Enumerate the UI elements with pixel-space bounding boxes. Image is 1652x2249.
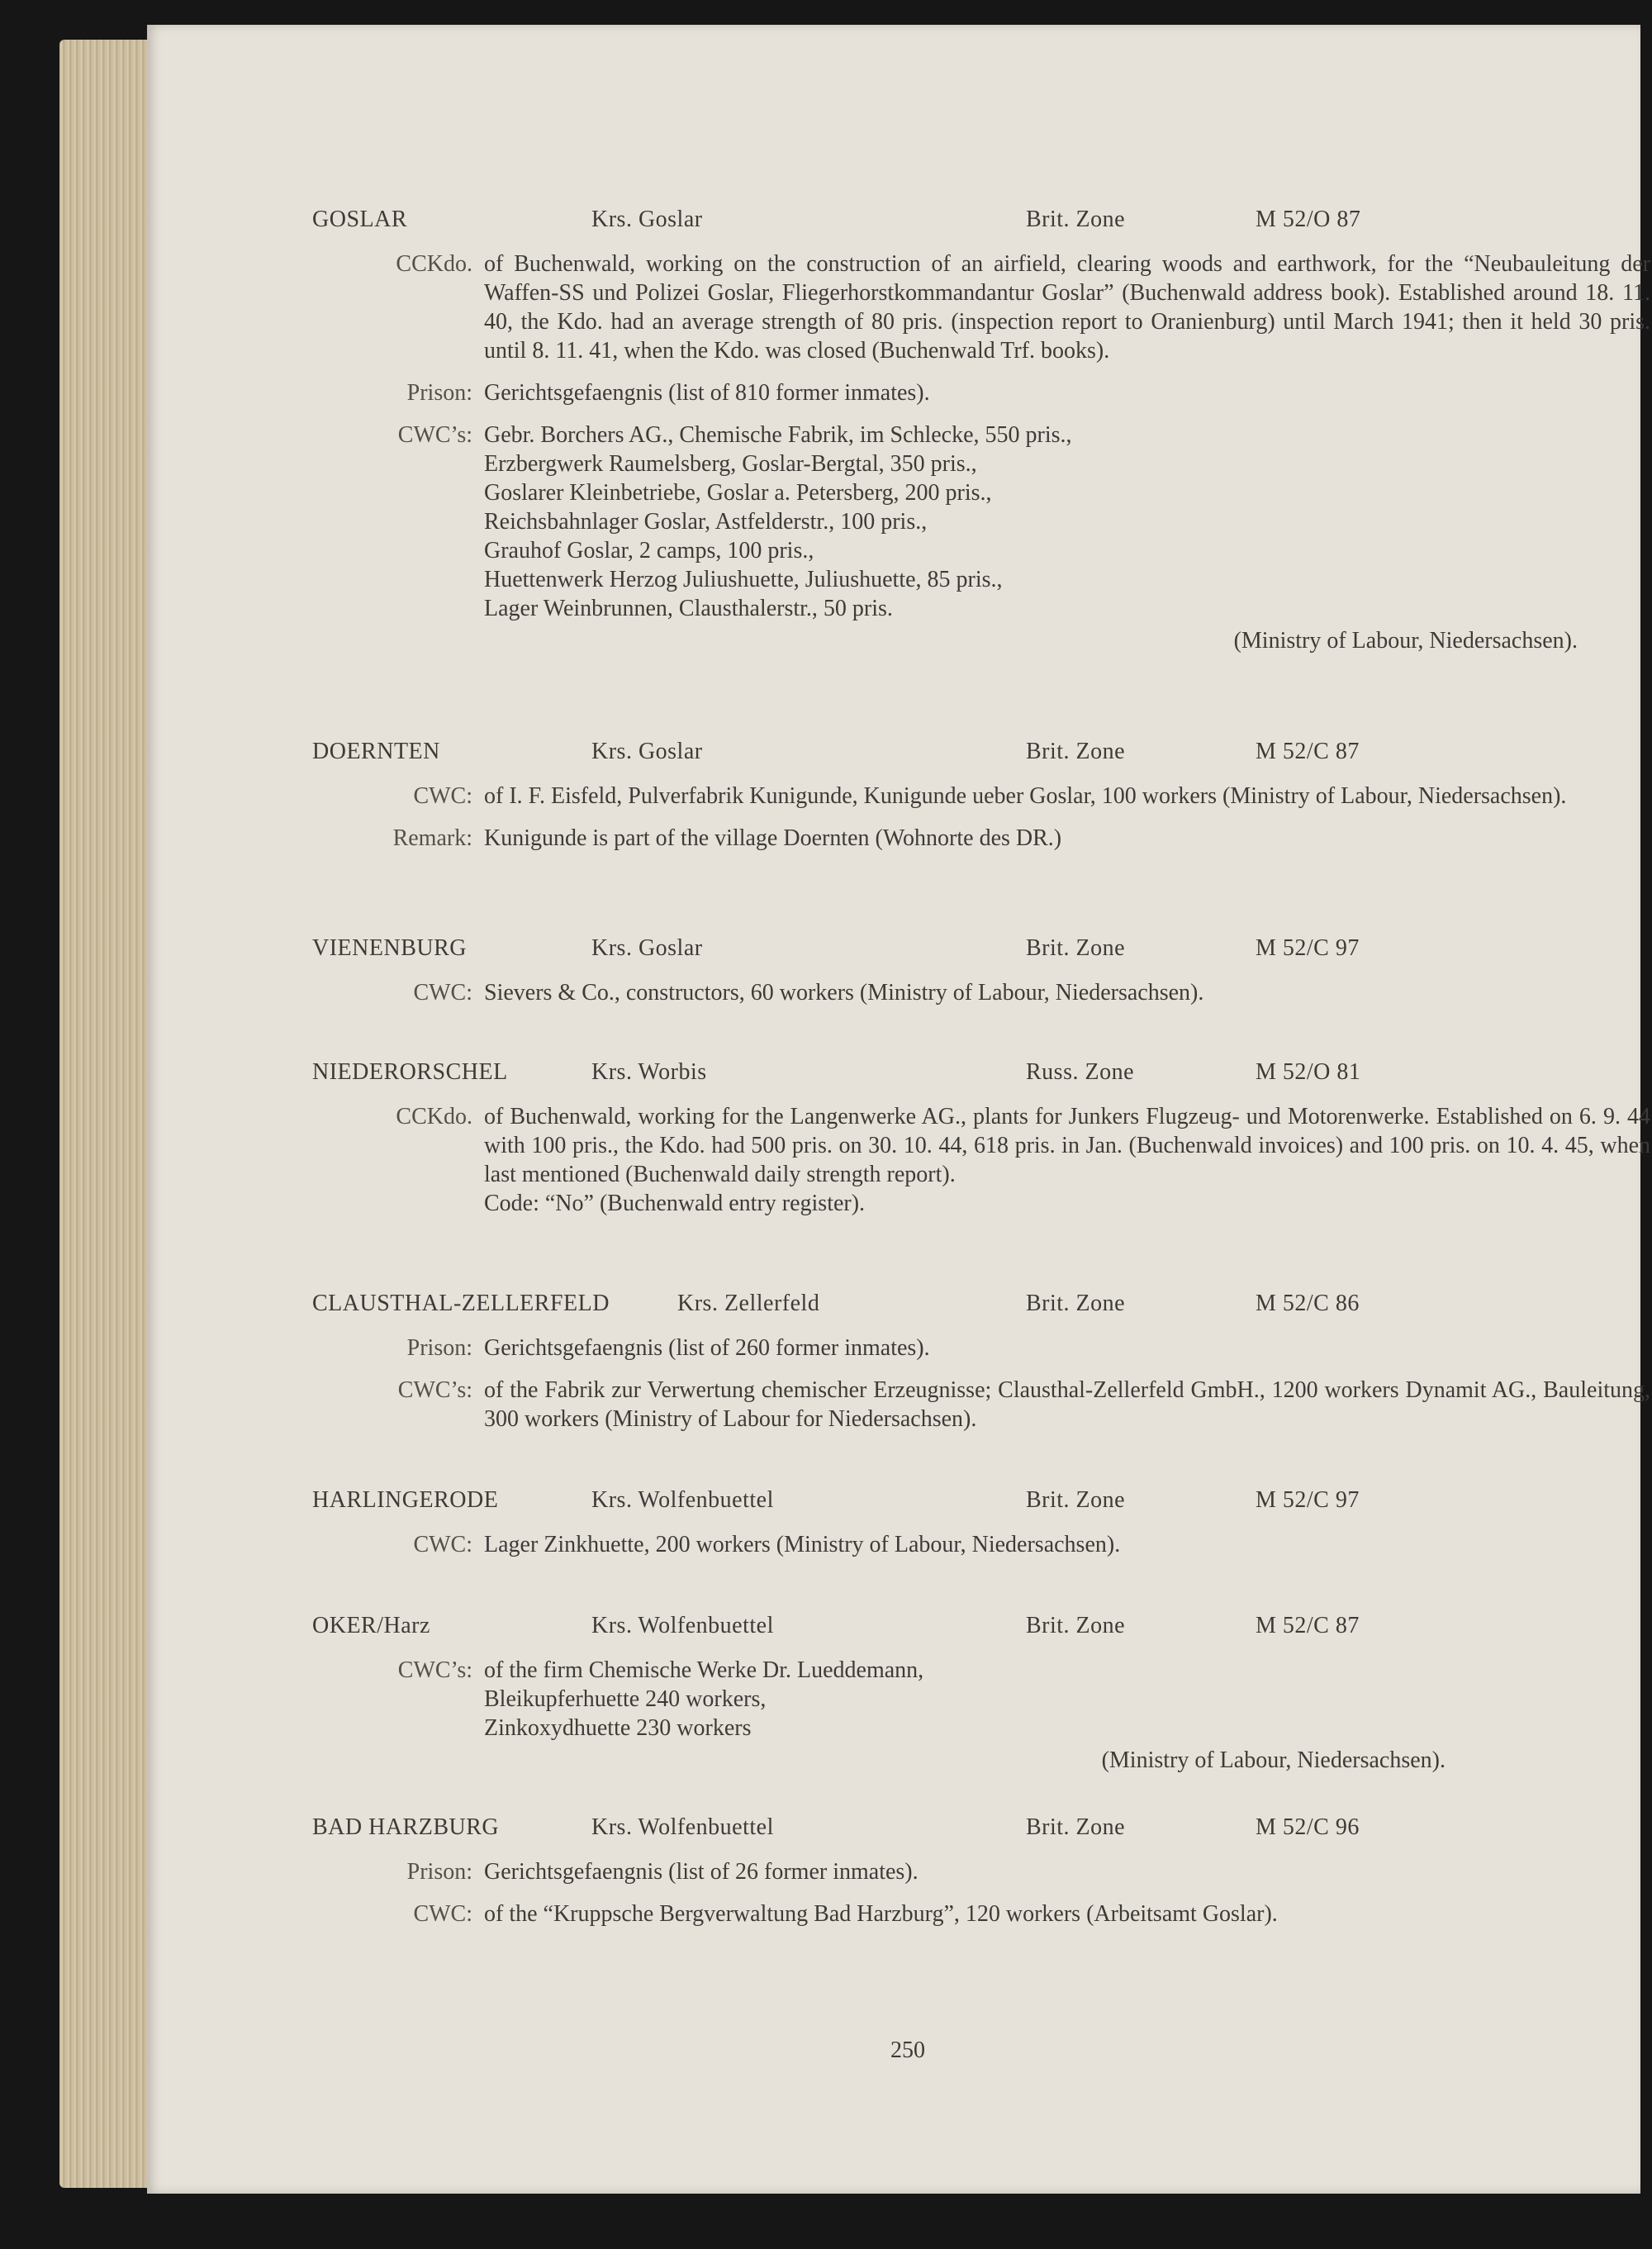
list-item: Grauhof Goslar, 2 camps, 100 pris., — [484, 538, 814, 563]
map-reference: M 52/C 87 — [1256, 739, 1360, 764]
section-text: of the “Kruppsche Bergverwaltung Bad Harzburg”, 120 workers (Arbeitsamt Goslar). — [484, 1901, 1278, 1927]
place-name: HARLINGERODE — [312, 1487, 499, 1513]
zone: Russ. Zone — [1026, 1059, 1134, 1085]
page-content — [147, 25, 1650, 2194]
entry-header — [312, 1487, 1650, 1525]
page-edges — [59, 40, 157, 2188]
section-cwcs — [312, 1656, 1650, 1743]
section-label: CWC: — [413, 783, 472, 809]
entry-header — [312, 935, 1650, 973]
section-text: Gerichtsgefaengnis (list of 26 former inmates). — [484, 1859, 919, 1885]
district: Krs. Goslar — [591, 935, 703, 961]
zone: Brit. Zone — [1026, 1291, 1126, 1316]
entry-goslar — [312, 207, 1650, 654]
section-remark — [312, 824, 1650, 853]
map-reference: M 52/C 87 — [1256, 1613, 1360, 1638]
section-text: Gerichtsgefaengnis (list of 810 former inmates). — [484, 380, 930, 406]
section-cwc — [312, 978, 1650, 1007]
map-reference: M 52/C 97 — [1256, 1487, 1360, 1513]
section-cckdo — [312, 250, 1650, 365]
entry-clausthal-zellerfeld — [312, 1291, 1650, 1434]
section-cwc — [312, 1530, 1650, 1559]
list-item: Bleikupferhuette 240 workers, — [484, 1686, 767, 1712]
section-text: Gerichtsgefaengnis (list of 260 former inmates). — [484, 1335, 930, 1361]
section-prison — [312, 378, 1650, 407]
map-reference: M 52/C 86 — [1256, 1291, 1360, 1316]
section-label: CWC’s: — [397, 1657, 472, 1683]
entry-bad-harzburg — [312, 1814, 1650, 1928]
zone: Brit. Zone — [1026, 1487, 1126, 1513]
section-prison — [312, 1857, 1650, 1886]
list-item: Reichsbahnlager Goslar, Astfelderstr., 100 pris., — [484, 509, 928, 535]
zone: Brit. Zone — [1026, 935, 1126, 961]
zone: Brit. Zone — [1026, 1814, 1126, 1840]
place-name: VIENENBURG — [312, 935, 467, 961]
district: Krs. Wolfenbuettel — [591, 1487, 774, 1513]
entry-doernten — [312, 739, 1650, 853]
section-text: of Buchenwald, working on the construction of an airfield, clearing woods and earthwork, for the “Neubauleitung der Waffen-SS und Polizei Goslar, Fliegerhorstkommandantur Goslar” (Buchenwald address book). Established around 18. 11. 40, the Kdo. had an average strength of 80 pris. (inspection report to Oranienburg) until March 1941; then it held 30 pris. until 8. 11. 41, when the Kdo. was closed (Buchenwald Trf. books). — [484, 251, 1650, 364]
place-name: NIEDERORSCHEL — [312, 1059, 508, 1085]
section-text: of I. F. Eisfeld, Pulverfabrik Kunigunde, Kunigunde ueber Goslar, 100 workers (Ministry of Labour, Niedersachsen). — [484, 783, 1567, 809]
place-name: GOSLAR — [312, 207, 408, 232]
source-citation: (Ministry of Labour, Niedersachsen). — [1233, 628, 1578, 654]
list-item: Erzbergwerk Raumelsberg, Goslar-Bergtal, 350 pris., — [484, 451, 977, 477]
list-item: of the firm Chemische Werke Dr. Lueddemann, — [484, 1657, 924, 1683]
section-label: Remark: — [392, 825, 472, 851]
list-item: Huettenwerk Herzog Juliushuette, Juliushuette, 85 pris., — [484, 567, 1003, 592]
section-text: Kunigunde is part of the village Doernten (Wohnorte des DR.) — [484, 825, 1062, 851]
place-name: CLAUSTHAL-ZELLERFELD — [312, 1291, 610, 1316]
section-code: Code: “No” (Buchenwald entry register). — [484, 1191, 866, 1216]
entry-header — [312, 739, 1650, 777]
entry-header — [312, 1613, 1650, 1651]
section-text: of the Fabrik zur Verwertung chemischer Erzeugnisse; Clausthal-Zellerfeld GmbH., 1200 workers Dynamit AG., Bauleitung, 300 workers (Ministry of Labour for Niedersachsen). — [484, 1377, 1650, 1432]
district: Krs. Zellerfeld — [677, 1291, 820, 1316]
section-label: CWC’s: — [397, 1377, 472, 1403]
section-text: Lager Zinkhuette, 200 workers (Ministry of Labour, Niedersachsen). — [484, 1532, 1121, 1557]
map-reference: M 52/C 97 — [1256, 935, 1360, 961]
entry-harlingerode — [312, 1487, 1650, 1559]
place-name: DOERNTEN — [312, 739, 440, 764]
map-reference: M 52/C 96 — [1256, 1814, 1360, 1840]
list-item: Goslarer Kleinbetriebe, Goslar a. Petersberg, 200 pris., — [484, 480, 992, 506]
place-name: OKER/Harz — [312, 1613, 430, 1638]
section-label: CWC: — [413, 1532, 472, 1557]
entry-vienenburg — [312, 935, 1650, 1007]
district: Krs. Goslar — [591, 207, 703, 232]
section-cwcs — [312, 421, 1650, 623]
entry-header — [312, 1059, 1650, 1097]
section-label: CWC’s: — [397, 422, 472, 448]
zone: Brit. Zone — [1026, 739, 1126, 764]
section-label: CCKdo. — [396, 1104, 472, 1129]
district: Krs. Wolfenbuettel — [591, 1613, 774, 1638]
section-text: of Buchenwald, working for the Langenwerke AG., plants for Junkers Flugzeug- und Motorenwerke. Established on 6. 9. 44 with 100 pris., the Kdo. had 500 pris. on 30. 10. 44, 618 pris. in Jan. (Buchenwald invoices) and 100 pris. on 10. 4. 45, when last mentioned (Buchenwald daily strength report). — [484, 1104, 1650, 1187]
entry-header — [312, 207, 1650, 245]
list-item: Zinkoxydhuette 230 workers — [484, 1715, 752, 1741]
section-cckdo — [312, 1102, 1650, 1218]
section-label: Prison: — [406, 380, 472, 406]
section-prison — [312, 1334, 1650, 1362]
source-citation: (Ministry of Labour, Niedersachsen). — [1101, 1747, 1446, 1773]
section-label: CWC: — [413, 980, 472, 1006]
district: Krs. Worbis — [591, 1059, 707, 1085]
entry-niederorschel — [312, 1059, 1650, 1218]
zone: Brit. Zone — [1026, 207, 1126, 232]
section-body — [484, 1102, 1650, 1218]
book-page — [147, 25, 1650, 2194]
map-reference: M 52/O 81 — [1256, 1059, 1361, 1085]
zone: Brit. Zone — [1026, 1613, 1126, 1638]
section-label: CWC: — [413, 1901, 472, 1927]
section-text: Sievers & Co., constructors, 60 workers (Ministry of Labour, Niedersachsen). — [484, 980, 1204, 1006]
section-label: Prison: — [406, 1335, 472, 1361]
entry-header — [312, 1814, 1650, 1852]
list-item: Lager Weinbrunnen, Clausthalerstr., 50 pris. — [484, 596, 893, 621]
section-label: CCKdo. — [396, 251, 472, 277]
district: Krs. Wolfenbuettel — [591, 1814, 774, 1840]
section-cwc — [312, 782, 1650, 811]
map-reference: M 52/O 87 — [1256, 207, 1361, 232]
section-cwcs — [312, 1376, 1650, 1434]
entry-header — [312, 1291, 1650, 1329]
section-label: Prison: — [406, 1859, 472, 1885]
district: Krs. Goslar — [591, 739, 703, 764]
section-lines — [484, 421, 1650, 623]
entry-oker-harz — [312, 1613, 1650, 1774]
list-item: Gebr. Borchers AG., Chemische Fabrik, im Schlecke, 550 pris., — [484, 422, 1072, 448]
place-name: BAD HARZBURG — [312, 1814, 500, 1840]
section-lines — [484, 1656, 1650, 1743]
page-number: 250 — [890, 2037, 925, 2063]
section-cwc — [312, 1900, 1650, 1928]
